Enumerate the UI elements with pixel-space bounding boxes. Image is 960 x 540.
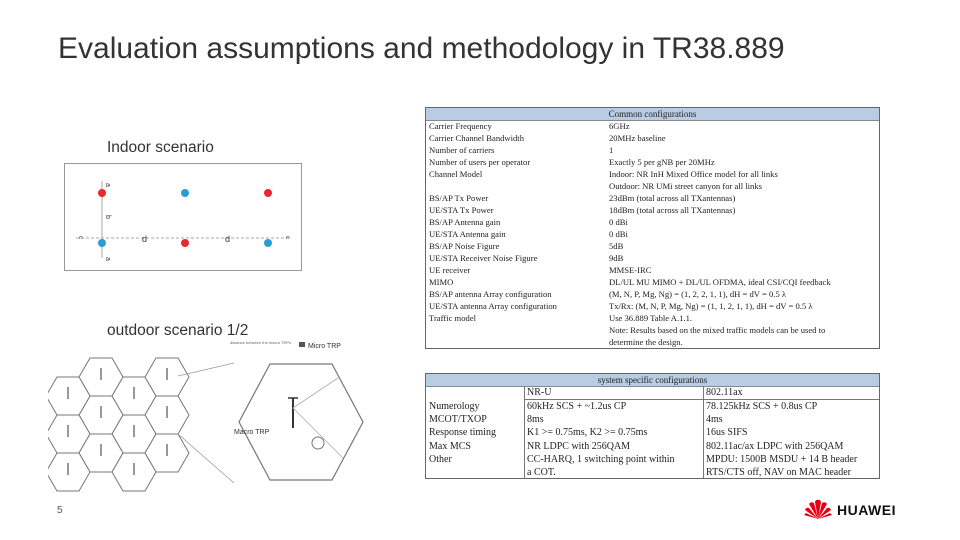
param-label: Traffic model: [429, 313, 477, 323]
param-label: Channel Model: [429, 169, 483, 179]
param-value: 18dBm (total across all TXantennas): [609, 205, 736, 215]
indoor-scenario-label: Indoor scenario: [107, 139, 214, 156]
param-value: (M, N, P, Mg, Ng) = (1, 2, 2, 1, 1), dH = dV = 0.5 λ: [609, 289, 787, 299]
indoor-trp-blue: [98, 239, 106, 247]
outdoor-scenario-label: outdoor scenario 1/2: [107, 322, 249, 339]
param-value: Outdoor: NR UMi street canyon for all links: [609, 181, 762, 191]
param-value: Use 36.889 Table A.1.1.: [609, 313, 693, 323]
param-value: determine the design.: [609, 337, 683, 347]
indoor-scenario-diagram: [64, 163, 302, 271]
nr-u-value: K1 >= 0.75ms, K2 >= 0.75ms: [527, 427, 648, 439]
indoor-trp-red: [264, 189, 272, 197]
param-value: Indoor: NR InH Mixed Office model for all links: [609, 169, 778, 179]
system-configurations-table: [425, 373, 880, 479]
system-params-column: [429, 400, 496, 466]
indoor-trp-blue: [181, 189, 189, 197]
param-label: Carrier Frequency: [429, 121, 492, 131]
indoor-label-c: c: [284, 236, 290, 239]
param-label: Number of carriers: [429, 145, 495, 155]
param-value: 1: [609, 145, 614, 155]
common-params-column: [429, 120, 604, 324]
indoor-label-d: d: [142, 234, 148, 244]
wifi-value: 802.11ac/ax LDPC with 256QAM: [706, 440, 844, 452]
system-param-label: Other: [429, 453, 452, 465]
nr-u-value: 60kHz SCS + ~1.2us CP: [527, 401, 627, 412]
nr-u-value: 8ms: [527, 414, 544, 426]
indoor-label-c: c: [77, 236, 83, 239]
indoor-label-d: d: [225, 234, 231, 244]
outdoor-scenario-diagram: [48, 338, 378, 498]
param-label: UE/STA antenna Array configuration: [429, 301, 557, 311]
param-value: 20MHz baseline: [609, 133, 666, 143]
param-label: BS/AP Noise Figure: [429, 241, 500, 251]
indoor-label-a: a: [104, 183, 111, 187]
param-value: MMSE-IRC: [609, 265, 652, 275]
nr-u-value: CC-HARQ, 1 switching point within: [527, 453, 675, 465]
param-value: Note: Results based on the mixed traffic models can be used to: [609, 325, 826, 335]
macro-distance-legend: distance between the macro TRPs: [230, 340, 292, 345]
param-value: Exactly 5 per gNB per 20MHz: [609, 157, 715, 167]
param-label: UE/STA Antenna gain: [429, 229, 506, 239]
param-label: UE receiver: [429, 265, 471, 275]
param-value: 0 dBi: [609, 217, 628, 227]
wifi-column-header: 802.11ax: [706, 387, 743, 398]
param-label: BS/AP Antenna gain: [429, 217, 501, 227]
param-label: BS/AP Tx Power: [429, 193, 489, 203]
common-configurations-table: [425, 107, 880, 349]
micro-trp-legend: Micro TRP: [308, 343, 341, 350]
macro-trp-label: Macro TRP: [234, 429, 270, 436]
param-value: 23dBm (total across all TXantennas): [609, 193, 736, 203]
nr-u-values-column: [527, 400, 675, 479]
wifi-value: 4ms: [706, 414, 723, 426]
wifi-values-column: [706, 400, 857, 479]
param-label: Number of users per operator: [429, 157, 531, 167]
indoor-label-a: a: [104, 257, 111, 261]
param-label: MIMO: [429, 277, 454, 287]
param-label: BS/AP antenna Array configuration: [429, 289, 552, 299]
brand-name: HUAWEI: [837, 502, 896, 518]
nr-u-value: a COT.: [527, 467, 556, 479]
param-value: 6GHz: [609, 121, 630, 131]
indoor-trp-red: [98, 189, 106, 197]
system-param-label: Response timing: [429, 427, 496, 439]
param-label: UE/STA Tx Power: [429, 205, 494, 215]
common-values-column: [609, 120, 877, 348]
param-value: Tx/Rx: (M, N, P, Mg, Ng) = (1, 1, 2, 1, 1), dH = dV = 0.5 λ: [609, 301, 813, 311]
common-configurations-header: Common configurations: [426, 108, 879, 121]
wifi-value: 16us SIFS: [706, 427, 748, 439]
param-value: 9dB: [609, 253, 624, 263]
wifi-value: MPDU: 1500B MSDU + 14 B header: [706, 453, 858, 465]
huawei-logo-icon: [803, 498, 833, 520]
system-param-label: Max MCS: [429, 440, 471, 452]
nr-u-value: NR LDPC with 256QAM: [527, 440, 631, 452]
param-label: UE/STA Receiver Noise Figure: [429, 253, 538, 263]
wifi-value: RTS/CTS off, NAV on MAC header: [706, 467, 851, 479]
param-label: [429, 180, 604, 192]
param-label: Carrier Channel Bandwidth: [429, 133, 524, 143]
nr-u-column-header: NR-U: [527, 387, 552, 398]
indoor-label-b: b: [104, 215, 111, 219]
param-value: 0 dBi: [609, 229, 628, 239]
system-configurations-header: system specific configurations: [426, 374, 879, 387]
system-param-label: Numerology: [429, 401, 480, 412]
wifi-value: 78.125kHz SCS + 0.8us CP: [706, 401, 818, 412]
page-number: 5: [57, 505, 63, 516]
param-value: 5dB: [609, 241, 624, 251]
system-param-label: MCOT/TXOP: [429, 414, 487, 426]
page-title: Evaluation assumptions and methodology in TR38.889: [58, 32, 785, 65]
param-value: DL/UL MU MIMO + DL/UL OFDMA, ideal CSI/CQI feedback: [609, 277, 831, 287]
indoor-trp-red: [181, 239, 189, 247]
indoor-trp-blue: [264, 239, 272, 247]
